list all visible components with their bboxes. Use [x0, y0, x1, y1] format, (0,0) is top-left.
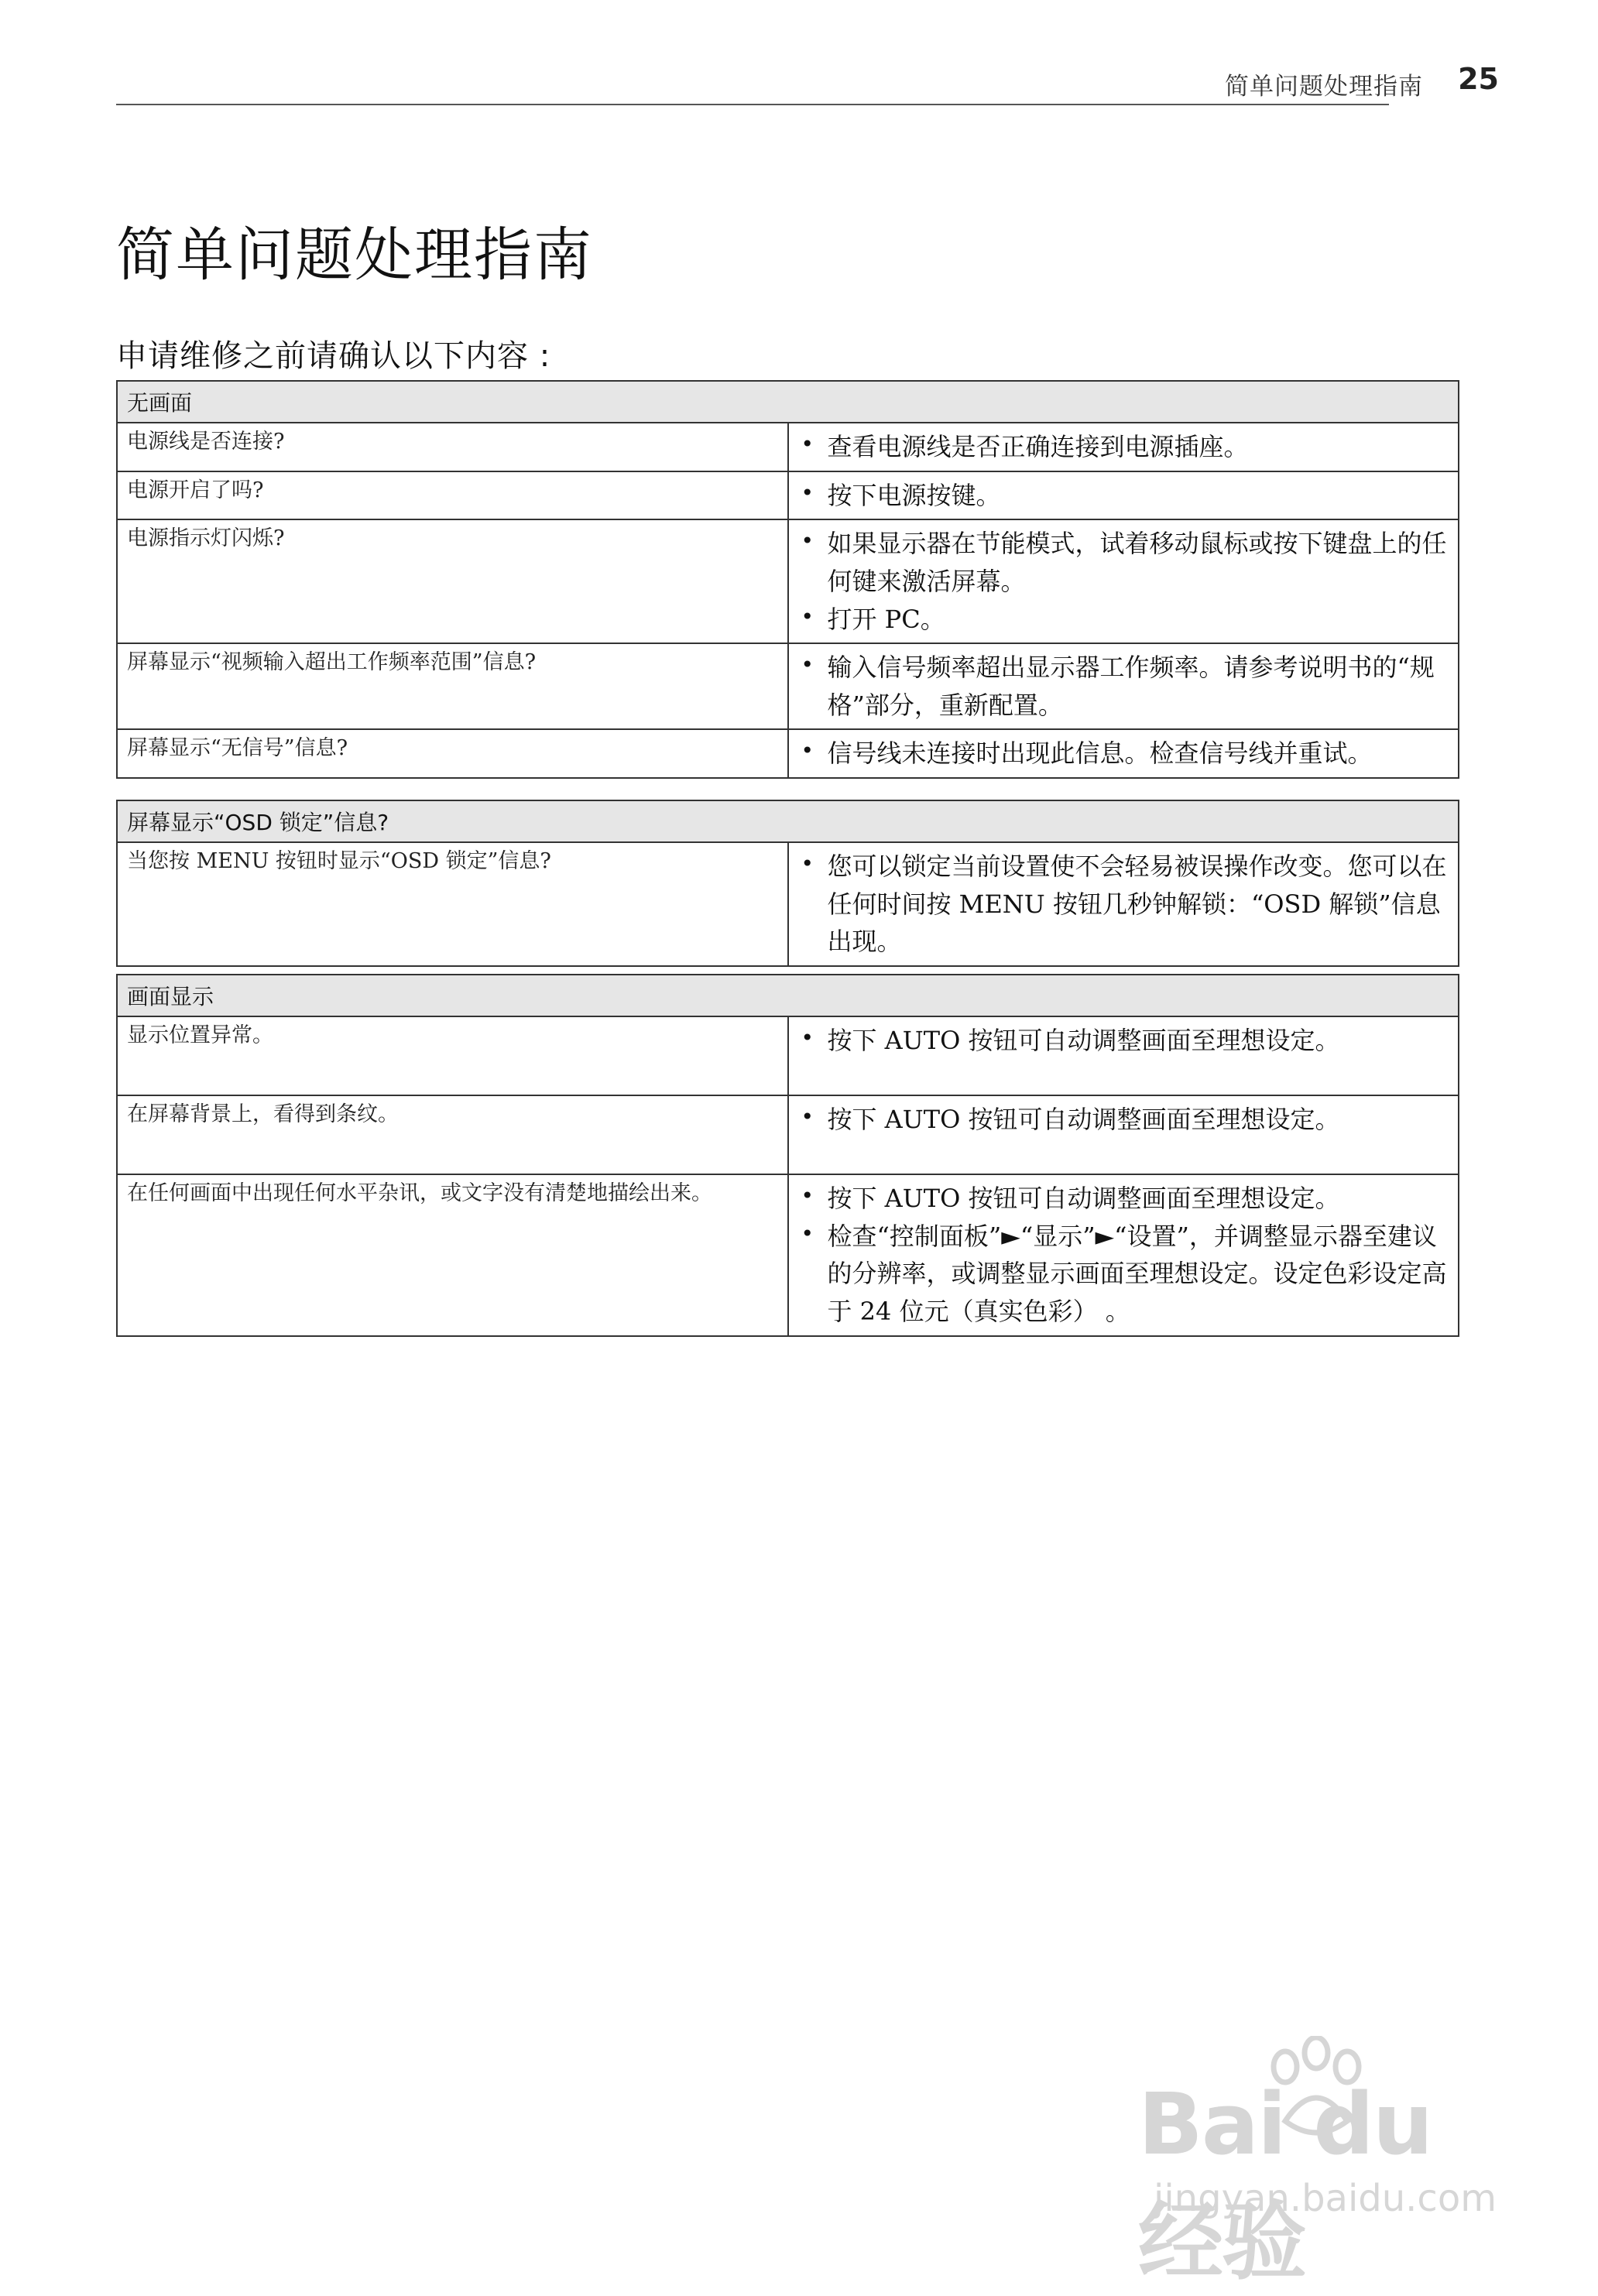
table-header: 屏幕显示“OSD 锁定”信息?: [117, 800, 1459, 842]
question-cell: 电源指示灯闪烁?: [117, 519, 788, 643]
answer-cell: [788, 471, 1459, 520]
answer-cell: [788, 1095, 1459, 1174]
bullet-item: • 打开 PC。: [801, 603, 945, 634]
troubleshoot-table-display: [116, 974, 1459, 1337]
question-cell: 当您按 MENU 按钮时显示“OSD 锁定”信息?: [117, 842, 788, 966]
table-row: [117, 729, 1459, 778]
bullet-item: • 按下 AUTO 按钮可自动调整画面至理想设定。: [801, 1183, 1340, 1213]
bullet-item: • 您可以锁定当前设置使不会轻易被误操作改变。您可以在任何时间按 MENU 按钮几秒钟解锁：“OSD 解锁”信息出现。: [801, 851, 1447, 957]
answer-cell: [788, 729, 1459, 778]
table-row: [117, 471, 1459, 520]
answer-cell: [788, 423, 1459, 471]
section-subtitle: 申请维修之前请确认以下内容 :: [116, 338, 551, 374]
answer-cell: [788, 1016, 1459, 1095]
table-row: [117, 643, 1459, 729]
table-row: [117, 1174, 1459, 1336]
watermark-brand: Bai du 经验: [1138, 2075, 1432, 2291]
watermark-url: jingyan.baidu.com: [1154, 2177, 1497, 2220]
table-row: [117, 1016, 1459, 1095]
question-cell: 屏幕显示“视频输入超出工作频率范围”信息?: [117, 643, 788, 729]
table-header: 画面显示: [117, 975, 1459, 1016]
page-title: 简单问题处理指南: [116, 221, 594, 289]
answer-cell: [788, 519, 1459, 643]
bullet-item: • 输入信号频率超出显示器工作频率。请参考说明书的“规格”部分，重新配置。: [801, 652, 1435, 720]
header-divider: [116, 104, 1389, 105]
answer-cell: [788, 643, 1459, 729]
troubleshoot-table-no-picture: [116, 380, 1459, 779]
answer-cell: [788, 842, 1459, 966]
question-cell: 在屏幕背景上，看得到条纹。: [117, 1095, 788, 1174]
question-cell: 电源线是否连接?: [117, 423, 788, 471]
table-row: [117, 519, 1459, 643]
page-number: 25: [1458, 62, 1499, 96]
bullet-item: • 查看电源线是否正确连接到电源插座。: [801, 431, 1249, 461]
baidu-jingyan-watermark: [1138, 2044, 1517, 2291]
bullet-item: • 按下电源按键。: [801, 479, 1001, 510]
question-cell: 屏幕显示“无信号”信息?: [117, 729, 788, 778]
table-row: [117, 423, 1459, 471]
troubleshoot-table-osd-lock: [116, 800, 1459, 967]
question-cell: 电源开启了吗?: [117, 471, 788, 520]
bullet-item: • 如果显示器在节能模式，试着移动鼠标或按下键盘上的任何键来激活屏幕。: [801, 528, 1447, 596]
answer-cell: [788, 1174, 1459, 1336]
question-cell: 在任何画面中出现任何水平杂讯，或文字没有清楚地描绘出来。: [117, 1174, 788, 1336]
bullet-item: • 检查“控制面板”►“显示”►“设置”，并调整显示器至建议的分辨率，或调整显示画面至理想设定。设定色彩设定高于 24 位元（真实色彩） 。: [801, 1220, 1447, 1326]
bullet-item: • 按下 AUTO 按钮可自动调整画面至理想设定。: [801, 1104, 1340, 1134]
table-row: [117, 842, 1459, 966]
bullet-item: • 信号线未连接时出现此信息。检查信号线并重试。: [801, 738, 1373, 769]
running-header-title: 简单问题处理指南: [1225, 73, 1423, 101]
table-header: 无画面: [117, 381, 1459, 423]
question-cell: 显示位置异常。: [117, 1016, 788, 1095]
bullet-item: • 按下 AUTO 按钮可自动调整画面至理想设定。: [801, 1025, 1340, 1055]
table-row: [117, 1095, 1459, 1174]
